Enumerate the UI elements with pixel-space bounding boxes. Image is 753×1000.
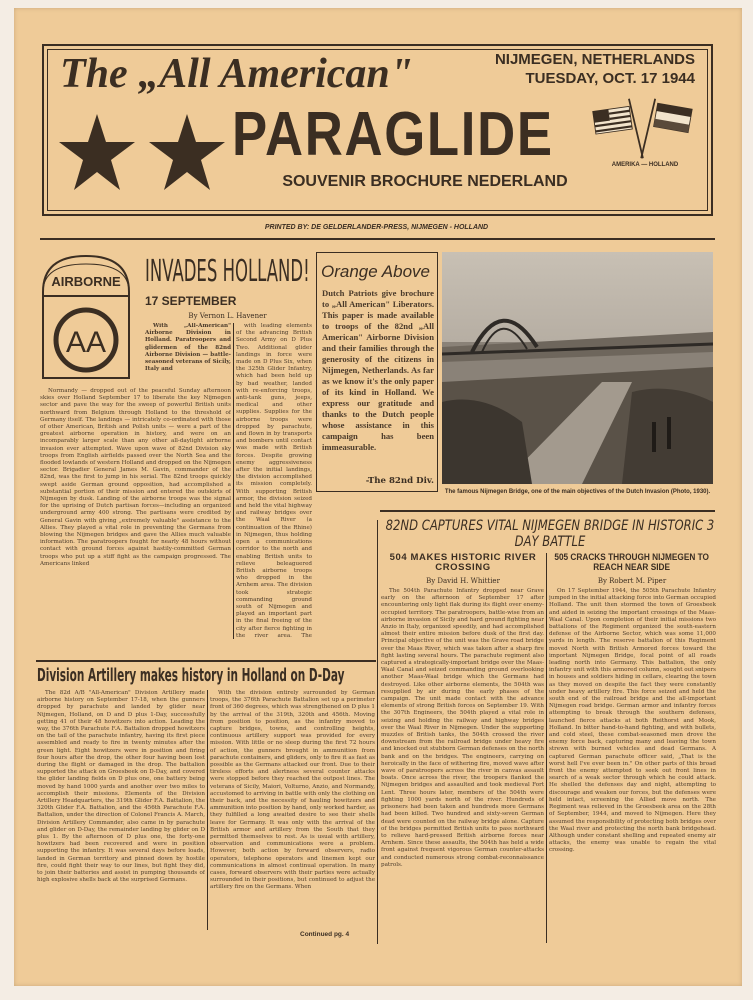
column-rule (377, 520, 378, 944)
orange-text: Dutch Patriots give brochure to „All American" Liberators. This paper is made available to troops of the 82nd „All American" Airborne Division and their families through the generosity of the citizens in Nijmegen, Netherlands. As far as we know it's the only paper of its kind in Holland. We express our gratitude and thanks to the Dutch people whose assistance in this campaign has been immeasurable. (322, 288, 434, 452)
article-text: With the division entirely surrounded by German troops, the 376th Parachute Battalion set up a perimeter front of 360 degrees, which was strengthened on D plus 1 by the arrival of the 319th, 320th and 456th. Moving from position to position, as the infantry moved to capture bridges, towns, and controlling heights, continuous artillery support was provided for every mission. With little or no sleep during the first 72 hours of action, the gunners brought in ammunition from parachute containers, and gliders, only to fire it as fast as possible as the Germans attacked our front. Due to their tireless efforts and alertness several counter attacks were stopped before they reached the outpost lines. The veterans of Sicily, Maiori, Volturno, Anzio, and Normandy, accustomed to arriving in battle with only the clothing on their back, and the necessity of hauling howitzers and ammunition into position by hand, only worked harder, as they fulfilled a long awaited desire to see their shells leave for Germany. It was only with the arrival of the British armor and artillery from the South that they permitted themselves to rest. As is usual with artillery, observation and communications were a problem. However, both action by forward observers, radio operators, telephone operators and linemen kept our communications in almost continual operation. In many cases, forward observers with their parties were actually surrounded in their positions, but continued to adjust the artillery fire on the Germans. When (210, 690, 375, 891)
masthead-dateline (470, 50, 695, 88)
article-text: with leading elements of the advancing British Second Army on D Plus Two. Additional glider landings in force were made on D Plus Six, when the 325th Glider Infantry, which had been held up by bad weather, landed with re-enforcing troops, anti-tank guns, jeeps, medical and other supplies. Supplies for the airborne troops were dropped by parachute, and flown in by transports and bombers until contact was made with British forces. Despite growing enemy aggressiveness after the initial landings, the division accomplished its mission completely. With supporting British armor, the division seized and held the vital highway and railway bridges over the Waal River (a continuation of the Rhine) in Nijmegen, thus holding open a communications corridor to the north and enabling British units to relieve beleaguered British airborne troops who dropped in the Arnhem area. The division took strategic commanding ground south of Nijmegen and played an important part in the final freeing of the city after fierce fighting in the river area. The (236, 323, 312, 639)
505-article (549, 588, 716, 944)
divider (380, 510, 715, 512)
invades-column-2 (236, 323, 312, 639)
invades-column-1 (40, 388, 231, 638)
column-rule (207, 690, 208, 930)
invades-lead (145, 323, 231, 387)
flags-caption: AMERIKA — HOLLAND (611, 162, 679, 168)
star-icon (149, 114, 225, 190)
invades-byline: By Vernon L. Havener (188, 312, 267, 320)
504-subhead: 504 MAKES HISTORIC RIVER CROSSING (389, 552, 537, 573)
504-article (381, 588, 544, 944)
article-text: The 504th Parachute Infantry dropped near Grave early on the afternoon of September 17 after encountering only light flak during its flight over enemy-occupied territory. The paratroopers, battle-wise from an airborne invasion of Sicily and hard ground fighting near Anzio in Italy, organized speedily, and had accomplished almost their entire mission before dusk of the first day. Principal objective of the unit was the Grave road bridge over the Maas River, which was taken after a sharp fire fight lasting several hours. The parachute regiment also captured a strategically-important bridge over the Maas-Waal Canal and seized commanding ground overlooking another Maas-Waal bridge which the Germans had destroyed. Like other airborne elements, the 504th was resupplied by air during the early phases of the campaign. The unit made contact with the advance elements of strong British forces on September 19. With the 307th Engineers, the 504th played a vital role in seizing and holding the railway and highway bridges over the Waal River in Nijmegen. Under the supporting muzzles of British tanks, the 504th crossed the river downstream from the railroad bridge under heavy fire and knocked out stubborn German defenses on the north bank and on the bridges. The engineers, carrying on heroically in the face of withering fire, moved wave after wave of paratroopers across the river in canvas assault boats. Once across the river, the troopers flanked the Nijmegen bridges and assaulted and took medieval Fort Lent. Three hours later, members of the 504th were fighting 1000 yards north of the river. Hundreds of prisoners had been taken and hundreds more Germans had been killed. Two hundred and sixty-seven German dead were counted on the railway bridge alone. Capture of the bridges permitted British units to pass northward to relieve hard-pressed British airborne forces near Arnhem. Since these assaults, the 504th has held a wide front against frequent vigorous German counter-attacks and conducted numerous strong combat-reconnaissance patrols. (381, 588, 544, 868)
orange-signature: -The 82nd Div. (365, 476, 434, 486)
artillery-headline: Division Artillery makes history in Holland on D-Day (37, 666, 345, 686)
patch-monogram: AA (65, 326, 107, 359)
divider (36, 660, 376, 662)
airborne-patch-icon (40, 252, 132, 380)
article-text: Normandy — dropped out of the peaceful Sunday afternoon skies over Holland September 17 to liberate the key Nijmegen sector and pave the way for the sweep of powerful British units northward from Belgium through Holland to the threshold of Germany itself. The landings — intricately co-ordinated with those of other American, British and Polish units — were a part of the greatest airborne operation in history, and were on an incomparably larger scale than any other all-daylight airborne invasion ever attempted. Wave upon wave of 82nd Division sky troops from English airfields passed over the North Sea and the flooded lowlands of western Holland and dropped on the Nijmegen sector. Brigadier General James M. Gavin, commander of the 82nd, was the first to jump in his serial. The 82nd troops quickly swept aside German ground opposition, had accomplished a substantial portion of their mission and entered the outskirts of Nijmegen by dusk. Landing of the airborne troops was the signal for the uprising of Dutch partisan forces—including an organized underground army 400 strong. The partisans were credited by General Gavin with giving „extremely valuable" assistance to the Allies. They played a vital role in preventing the Germans from blowing the Nijmegen bridges and gave the Allies much valuable information. The paratroopers fought for nearly 48 hours without contact with ground forces against hastily-committed German troops who put up a stiff fight as the campaign progressed. The Americans linked (40, 388, 231, 567)
photo-caption: The famous Nijmegen Bridge, one of the main objectives of the Dutch Invasion (Photo, 1930). (444, 489, 711, 495)
invades-date: 17 SEPTEMBER (145, 294, 237, 308)
504-byline: By David H. Whittier (426, 577, 500, 585)
bridge-headline: 82ND CAPTURES VITAL NIJMEGEN BRIDGE IN HISTORIC 3 DAY BATTLE (385, 518, 715, 550)
article-text: On 17 September 1944, the 505th Parachute Infantry jumped in the initial attacking force into German occupied Holland. The unit then stormed the town of Groesbeek and aided in seizing the important crossings of the Maas-Waal Canal. Upon completion of their initial missions two battalions of the Regiment organized the south-eastern defense of the Airborne Sector, which was some 11,000 yards in length. The reserve battalion of this Regiment moved North with British Armored forces toward the important Nijmegen Bridge, focal point of all roads leading north into Germany. This battalion, the only infantry unit with this armored column, sought out snipers in houses and soldiers hiding in cellars, clearing the town as they moved on despite the fact they were constantly under heavy artillery fire. This force seized and held the south end of the railroad bridge and the all-important Nijmegen road bridge. German armor and infantry forces attempting to break through the southern defenses, launched fierce attacks at both Reithorst and Mook, Holland. In bitter hand-to-hand fighting, and with bullets, and cold steel, these combat-seasoned men drove the enemy force back, capturing many and leaving the town strewn with burned vehicles and dead Germans. A captured German parachute officer said, „That is the worst hell I've ever been in." On other parts of this broad front the enemy attempted to seek out front lines in search of a weak sector through which he could attack. He shelled the defenses day and night, attempting to discourage and weaken our forces, but the defenses were held intact, screening the Allied move north. The Regiment was relieved in the Groesbeek area on the 28th of September, 1944, and moved to Nijmegen. Here they assumed the responsibility of protecting both bridges over the Waal river and protecting the north bank bridgehead. Although under constant shelling and repeated enemy air attacks, the enemy was unable to regain the vital crossing. (549, 588, 716, 854)
masthead-title: The „All American" (60, 51, 414, 97)
star-icon (59, 114, 135, 190)
505-subhead: 505 CRACKS THROUGH NIJMEGEN TO REACH NEAR SIDE (554, 552, 709, 573)
masthead-subtitle: SOUVENIR BROCHURE NEDERLAND (282, 173, 568, 190)
divider (40, 238, 715, 240)
article-text: With „All-American" Airborne Division in Holland. Paratroopers and glidermen of the 82nd Airborne Division — battle-seasoned veterans of Sicily, Italy and (145, 323, 231, 373)
date: TUESDAY, OCT. 17 1944 (525, 70, 695, 87)
column-rule (546, 553, 547, 943)
masthead-name: PARAGLIDE (232, 100, 554, 169)
patch-text: AIRBORNE (51, 274, 121, 289)
column-rule (233, 323, 234, 639)
505-byline: By Robert M. Piper (597, 577, 667, 585)
printer-credit: PRINTED BY: DE GELDERLANDER-PRESS, NIJMEGEN - HOLLAND (264, 224, 489, 231)
star-icons (55, 112, 235, 194)
continued-link[interactable]: Continued pg. 4 (300, 931, 350, 938)
artillery-column-1 (37, 690, 205, 930)
artillery-column-2 (210, 690, 375, 926)
nijmegen-bridge-photo (442, 252, 713, 484)
invades-headline: INVADES HOLLAND! (145, 254, 310, 289)
place: NIJMEGEN, NETHERLANDS (494, 51, 695, 68)
flags-icon (585, 97, 700, 160)
orange-headline: Orange Above (321, 262, 430, 281)
article-text: The 82d A/B "All-American" Division Artillery made airborne history on September 17-18, when the gunners dropped by parachute and landed by glider near Nijmegen, Holland, on D and D plus 1-Day, successfully getting 41 of their 48 howitzers into action. Leading the way, the 376th Parachute F.A. Battalion dropped howitzers on the tail of the parachute infantry, having its first piece assembled and ready to fire in twenty minutes after the green light. Eight howitzers were in position and firing four hours after the drop, the other four having been lost during the flight or damaged in the drop. The battalion supported the attack on Groesbeek on D-Day, and covered the glider landing fields on D plus one, one battery being moved by hand 1000 yards and another over two miles to accomplish their missions. Elements of the Division Artillery Headquarters, the 319th Glider F.A. Battalion, the 320th Glider F.A. Battalion, and the 456th Parachute F.A. Battalion, under the direction of Colonel Francis A. March, Division Artillery Commander, also came in by parachute and glider on D-Day, the remainder landing by glider on D plus 1. By the afternoon of D plus one, the forty-one howitzers had been recovered and were in position supporting the infantry. It was several days before loads, landed in German territory and pinned down by hostile fire, could fight their way to our lines, but fight they did, to join their batteries and assist in pumping thousands of high explosive shells back at the surprised Germans. (37, 690, 205, 884)
